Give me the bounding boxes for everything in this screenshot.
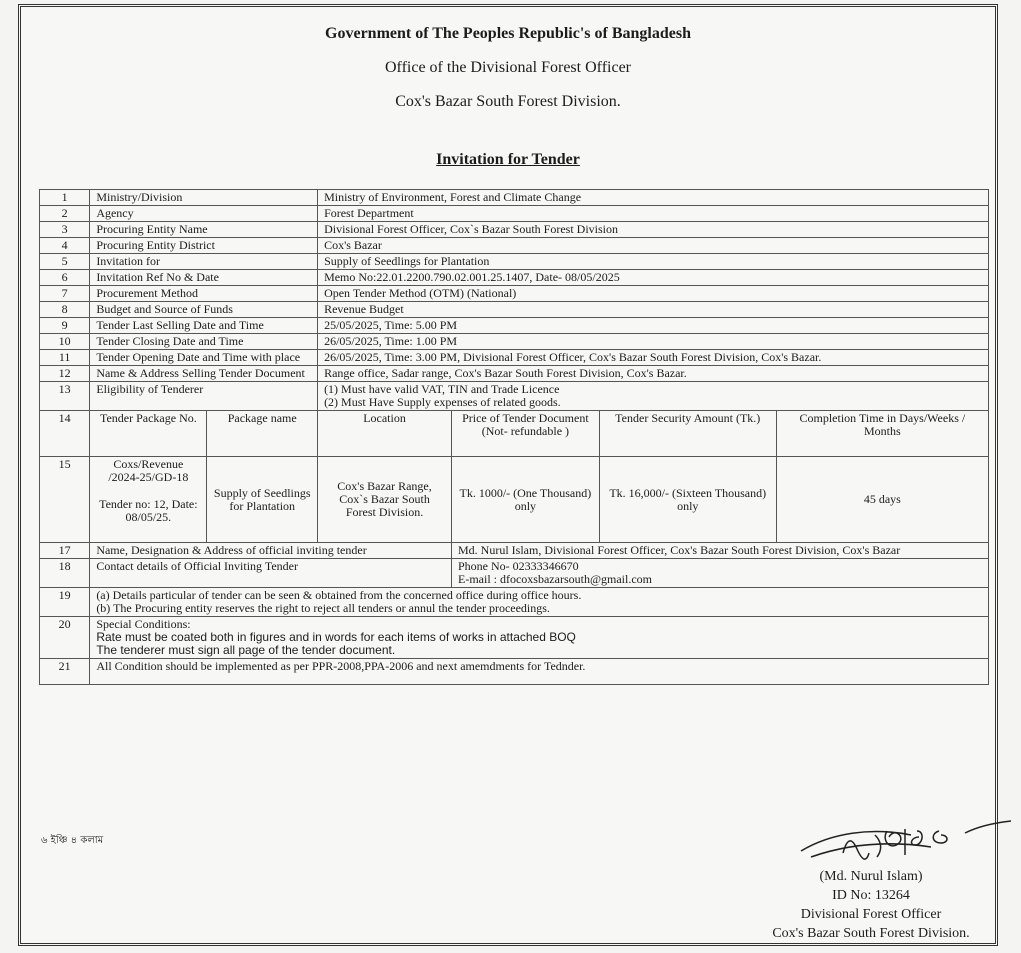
eligibility-value: (1) Must have valid VAT, TIN and Trade Licence (2) Must Have Supply expenses of related goods. [318,382,989,411]
row-label: Name & Address Selling Tender Document [90,366,318,382]
row-label: Procuring Entity Name [90,222,318,238]
signatory-designation: Divisional Forest Officer [800,907,942,922]
row-value: Divisional Forest Officer, Cox`s Bazar South Forest Division [318,222,989,238]
row-value: Ministry of Environment, Forest and Climate Change [318,190,989,206]
eligibility-label: Eligibility of Tenderer [90,382,318,411]
row-value: Forest Department [318,206,989,222]
table-row [40,286,989,302]
table-row: 18 Contact details of Official Inviting Tender Phone No- 02333346670 E-mail : dfocoxsbazarsouth@gmail.com [40,559,989,588]
table-row: 19 (a) Details particular of tender can be seen & obtained from the concerned office during office hours. (b) The Procuring entity reserves the right to reject all tenders or annul the tender proceedings. [40,588,989,617]
row-value: Supply of Seedlings for Plantation [318,254,989,270]
price-header: Price of Tender Document (Not- refundable ) [452,411,600,457]
row-value: Memo No:22.01.2200.790.02.001.25.1407, Date- 08/05/2025 [318,270,989,286]
location-header: Location [318,411,452,457]
table-row: 21 All Condition should be implemented as per PPR-2008,PPA-2006 and next amemdments for Tednder. [40,659,989,685]
location-cell: Cox's Bazar Range, Cox`s Bazar South Forest Division. [318,457,452,543]
row-number: 1 [40,190,90,206]
row-number: 2 [40,206,90,222]
row-label: Invitation Ref No & Date [90,270,318,286]
row-number: 10 [40,334,90,350]
row-label: Tender Closing Date and Time [90,334,318,350]
table-row: 13 Eligibility of Tenderer (1) Must have valid VAT, TIN and Trade Licence (2) Must Have Supply expenses of related goods. [40,382,989,411]
table-row [40,222,989,238]
package-name-cell: Supply of Seedlings for Plantation [207,457,318,543]
table-row [40,302,989,318]
row-number: 8 [40,302,90,318]
table-row [40,190,989,206]
tender-notice-page [18,4,998,946]
row-label: Procurement Method [90,286,318,302]
government-heading: Government of The Peoples Republic's of Bangladesh [325,25,691,42]
signatory-name: (Md. Nurul Islam) [819,869,923,884]
package-header-row: 14 Tender Package No. Package name Location Price of Tender Document (Not- refundable ) Tender Security Amount (Tk.) Completion Time in Days/Weeks / Months [40,411,989,457]
package-row: 15 Coxs/Revenue /2024-25/GD-18 Tender no: 12, Date: 08/05/25. Supply of Seedlings for Plantation Cox's Bazar Range, Cox`s Bazar South Forest Division. Tk. 1000/- (One Thousand) only Tk. 16,000/- (Sixteen Thousand) only 45 days [40,457,989,543]
row-label: Invitation for [90,254,318,270]
row19-text: (a) Details particular of tender can be seen & obtained from the concerned office during office hours. (b) The Procuring entity reserves the right to reject all tenders or annul the tender proceedings. [90,588,989,617]
official-value: Md. Nurul Islam, Divisional Forest Officer, Cox's Bazar South Forest Division, Cox's Bazar [452,543,989,559]
tender-table [39,189,989,685]
row-number: 7 [40,286,90,302]
table-row [40,270,989,286]
row-value: 26/05/2025, Time: 3.00 PM, Divisional Forest Officer, Cox's Bazar South Forest Division, Cox's Bazar. [318,350,989,366]
signatory-division: Cox's Bazar South Forest Division. [772,926,970,941]
contact-value: Phone No- 02333346670 E-mail : dfocoxsbazarsouth@gmail.com [452,559,989,588]
security-cell: Tk. 16,000/- (Sixteen Thousand) only [599,457,776,543]
row-value: Cox's Bazar [318,238,989,254]
completion-cell: 45 days [776,457,988,543]
row-number: 3 [40,222,90,238]
office-heading: Office of the Divisional Forest Officer [384,59,631,76]
signature-block [751,867,991,943]
signatory-id: ID No: 13264 [832,888,910,903]
table-row [40,334,989,350]
row-value: Revenue Budget [318,302,989,318]
division-heading: Cox's Bazar South Forest Division. [395,93,621,110]
row-label: Budget and Source of Funds [90,302,318,318]
completion-header: Completion Time in Days/Weeks / Months [776,411,988,457]
row-label: Ministry/Division [90,190,318,206]
table-row [40,254,989,270]
table-row [40,206,989,222]
row-label: Agency [90,206,318,222]
table-row: 20 Special Conditions: Rate must be coated both in figures and in words for each items of works in attached BOQ The tenderer must sign all page of the tender document. [40,617,989,659]
contact-label: Contact details of Official Inviting Tender [90,559,452,588]
row-number: 12 [40,366,90,382]
special-conditions: Special Conditions: Rate must be coated both in figures and in words for each items of works in attached BOQ The tenderer must sign all page of the tender document. [90,617,989,659]
table-row [40,366,989,382]
row-number: 6 [40,270,90,286]
row-value: 25/05/2025, Time: 5.00 PM [318,318,989,334]
row-label: Procuring Entity District [90,238,318,254]
price-cell: Tk. 1000/- (One Thousand) only [452,457,600,543]
package-name-header: Package name [207,411,318,457]
row-value: Open Tender Method (OTM) (National) [318,286,989,302]
footer-note: ৬ ইঞ্চি ৪ কলাম [41,835,104,846]
table-row: 17 Name, Designation & Address of official inviting tender Md. Nurul Islam, Divisional Forest Officer, Cox's Bazar South Forest Division, Cox's Bazar [40,543,989,559]
row-number: 9 [40,318,90,334]
row-number: 4 [40,238,90,254]
package-no-cell: Coxs/Revenue /2024-25/GD-18 Tender no: 12, Date: 08/05/25. [90,457,207,543]
table-row [40,318,989,334]
row-label: Tender Opening Date and Time with place [90,350,318,366]
row-number: 11 [40,350,90,366]
table-row [40,238,989,254]
table-row [40,350,989,366]
row-value: Range office, Sadar range, Cox's Bazar South Forest Division, Cox's Bazar. [318,366,989,382]
row21-text: All Condition should be implemented as per PPR-2008,PPA-2006 and next amemdments for Tednder. [90,659,989,685]
row-number: 5 [40,254,90,270]
notice-title: Invitation for Tender [436,151,580,168]
row-value: 26/05/2025, Time: 1.00 PM [318,334,989,350]
email-text: E-mail : dfocoxsbazarsouth@gmail.com [458,572,652,586]
official-label: Name, Designation & Address of official inviting tender [90,543,452,559]
package-no-header: Tender Package No. [90,411,207,457]
security-header: Tender Security Amount (Tk.) [599,411,776,457]
row-label: Tender Last Selling Date and Time [90,318,318,334]
